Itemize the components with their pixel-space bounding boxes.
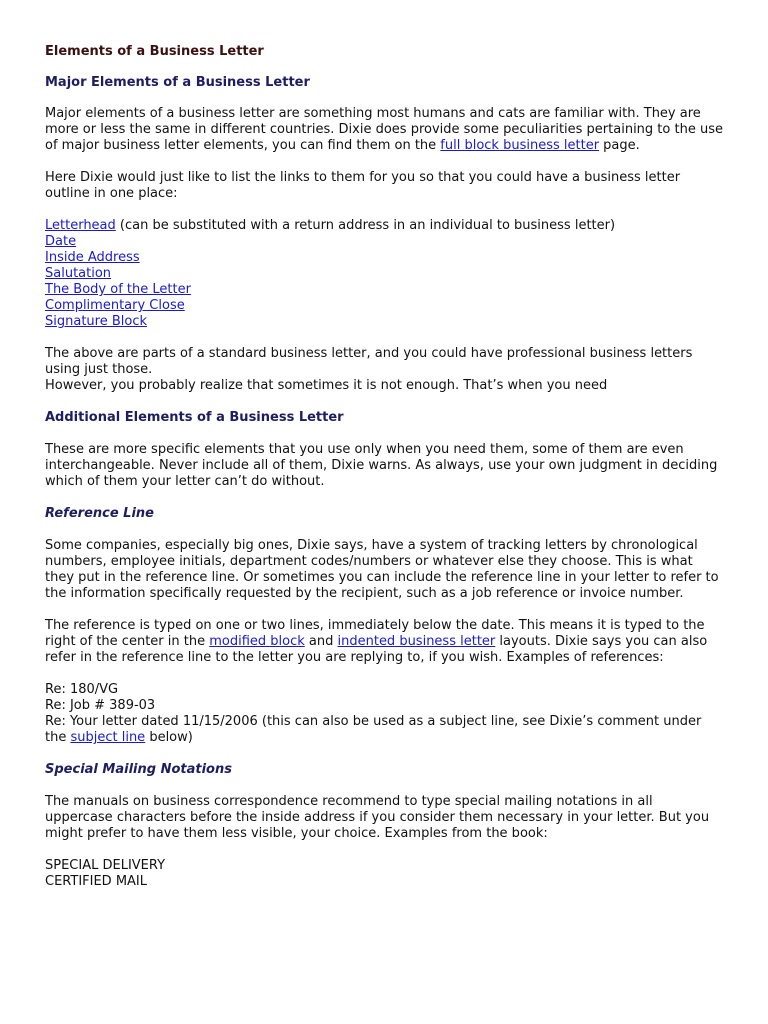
list-item [45, 250, 723, 266]
letterhead-link[interactable]: Letterhead [45, 218, 116, 233]
list-intro-paragraph: Here Dixie would just like to list the links to them for you so that you could have a business letter outline in one place: [45, 170, 681, 201]
additional-elements-heading: Additional Elements of a Business Letter [45, 410, 344, 425]
inside-address-link[interactable]: Inside Address [45, 250, 140, 265]
list-item [45, 298, 723, 314]
letterhead-note: (can be substituted with a return address in an individual to business letter) [115, 218, 616, 233]
body-of-letter-link[interactable]: The Body of the Letter [45, 282, 191, 297]
reference-p2-text: The reference is typed on one or two lines, immediately below the date. This means it is typed to the right of the center in the [45, 618, 705, 649]
list-item [45, 266, 723, 282]
salutation-link[interactable]: Salutation [45, 266, 112, 281]
additional-elements-paragraph: These are more specific elements that you use only when you need them, some of them are even interchangeable. Never include all of them, Dixie warns. As always, use your own judgment in deciding which of them your letter can’t do without. [45, 442, 718, 489]
mailing-example-2: CERTIFIED MAIL [45, 874, 148, 889]
list-item [45, 234, 723, 250]
major-intro-paragraph [45, 106, 723, 154]
indented-business-letter-link[interactable]: indented business letter [337, 634, 496, 649]
reference-example-3-text: Re: Your letter dated 11/15/2006 (this can also be used as a subject line, see Dixie’s comment under the [45, 714, 702, 745]
major-outro-paragraph: The above are parts of a standard business letter, and you could have professional business letters using just those. [45, 346, 693, 377]
reference-example-3 [45, 714, 723, 746]
reference-example-1: Re: 180/VG [45, 682, 119, 697]
reference-paragraph-1: Some companies, especially big ones, Dixie says, have a system of tracking letters by chronological numbers, employee initials, department codes/numbers or whatever else they choose. This is what they put in the reference line. Or sometimes you can include the reference line in your letter to refer to the information specifically requested by the recipient, such as a job reference or invoice number. [45, 538, 719, 601]
list-item [45, 314, 723, 330]
complimentary-close-link[interactable]: Complimentary Close [45, 298, 185, 313]
reference-example-3-end: below) [145, 730, 193, 745]
modified-block-link[interactable]: modified block [209, 634, 305, 649]
special-mailing-notations-heading: Special Mailing Notations [45, 762, 232, 777]
major-intro-text: Major elements of a business letter are something most humans and cats are familiar with. They are more or less the same in different countries. Dixie does provide some peculiarities pertaining to the use of major business letter elements, you can find them on the [45, 106, 723, 153]
subject-line-link[interactable]: subject line [70, 730, 146, 745]
signature-block-link[interactable]: Signature Block [45, 314, 148, 329]
list-item [45, 282, 723, 298]
major-outro-continuation: However, you probably realize that sometimes it is not enough. That’s when you need [45, 378, 608, 393]
major-elements-heading: Major Elements of a Business Letter [45, 75, 310, 90]
major-intro-text-end: page. [599, 138, 640, 153]
major-elements-link-list [45, 218, 723, 330]
page-title: Elements of a Business Letter [45, 44, 264, 59]
reference-paragraph-2 [45, 618, 723, 666]
reference-example-2: Re: Job # 389-03 [45, 698, 156, 713]
mailing-paragraph: The manuals on business correspondence recommend to type special mailing notations in all uppercase characters before the inside address if you consider them necessary in your letter. But you might prefer to have them less visible, your choice. Examples from the book: [45, 794, 710, 841]
reference-p2-and: and [304, 634, 338, 649]
full-block-business-letter-link[interactable]: full block business letter [440, 138, 600, 153]
mailing-example-1: SPECIAL DELIVERY [45, 858, 166, 873]
date-link[interactable]: Date [45, 234, 77, 249]
reference-p2-text-end: layouts. Dixie says you can also refer in the reference line to the letter you are replying to, if you wish. Examples of references: [45, 634, 708, 665]
reference-line-heading: Reference Line [45, 506, 154, 521]
list-item [45, 218, 723, 234]
